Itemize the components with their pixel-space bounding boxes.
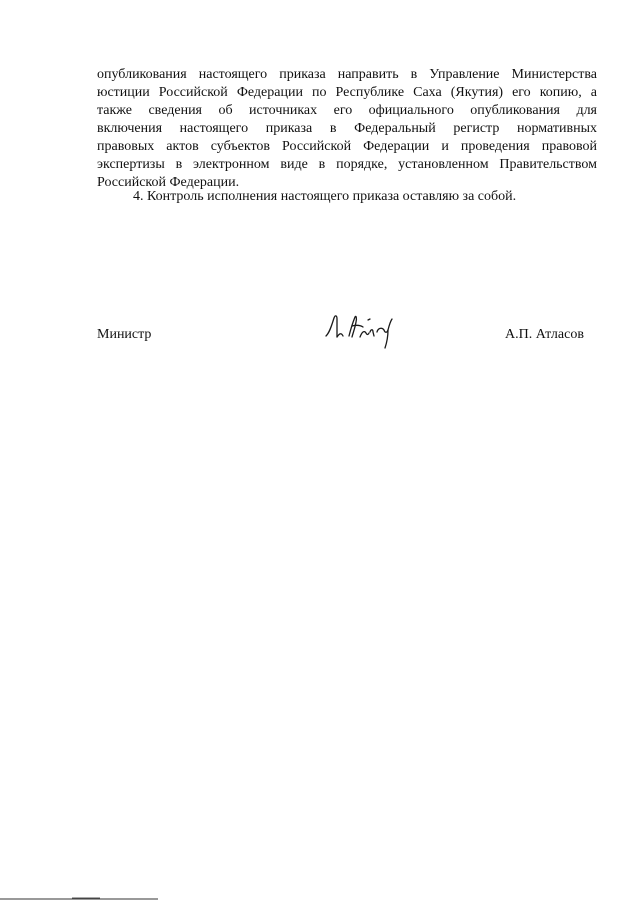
paragraph-line: также сведения об источниках его официального опубликования для [97,103,597,118]
paragraph-line: опубликования настоящего приказа направить в Управление Министерства [97,67,597,82]
paragraph-line: включения настоящего приказа в Федеральный регистр нормативных [97,121,597,136]
paragraph-line: юстиции Российской Федерации по Республике Саха (Якутия) его копию, а [97,85,597,100]
paragraph-line: Российской Федерации. [97,175,240,190]
paragraph-line: экспертизы в электронном виде в порядке, установленном Правительством [97,157,597,172]
paragraph-continuation [97,66,597,192]
paragraph-item-4 [97,188,597,206]
signatory-name: А.П. Атласов [505,327,584,342]
paragraph-item-4-text: 4. Контроль исполнения настоящего приказа оставляю за собой. [133,189,517,204]
paragraph-line: правовых актов субъектов Российской Федерации и проведения правовой [97,139,597,154]
signatory-title: Министр [97,327,152,342]
handwritten-signature [322,306,402,352]
footer-divider [0,895,160,903]
